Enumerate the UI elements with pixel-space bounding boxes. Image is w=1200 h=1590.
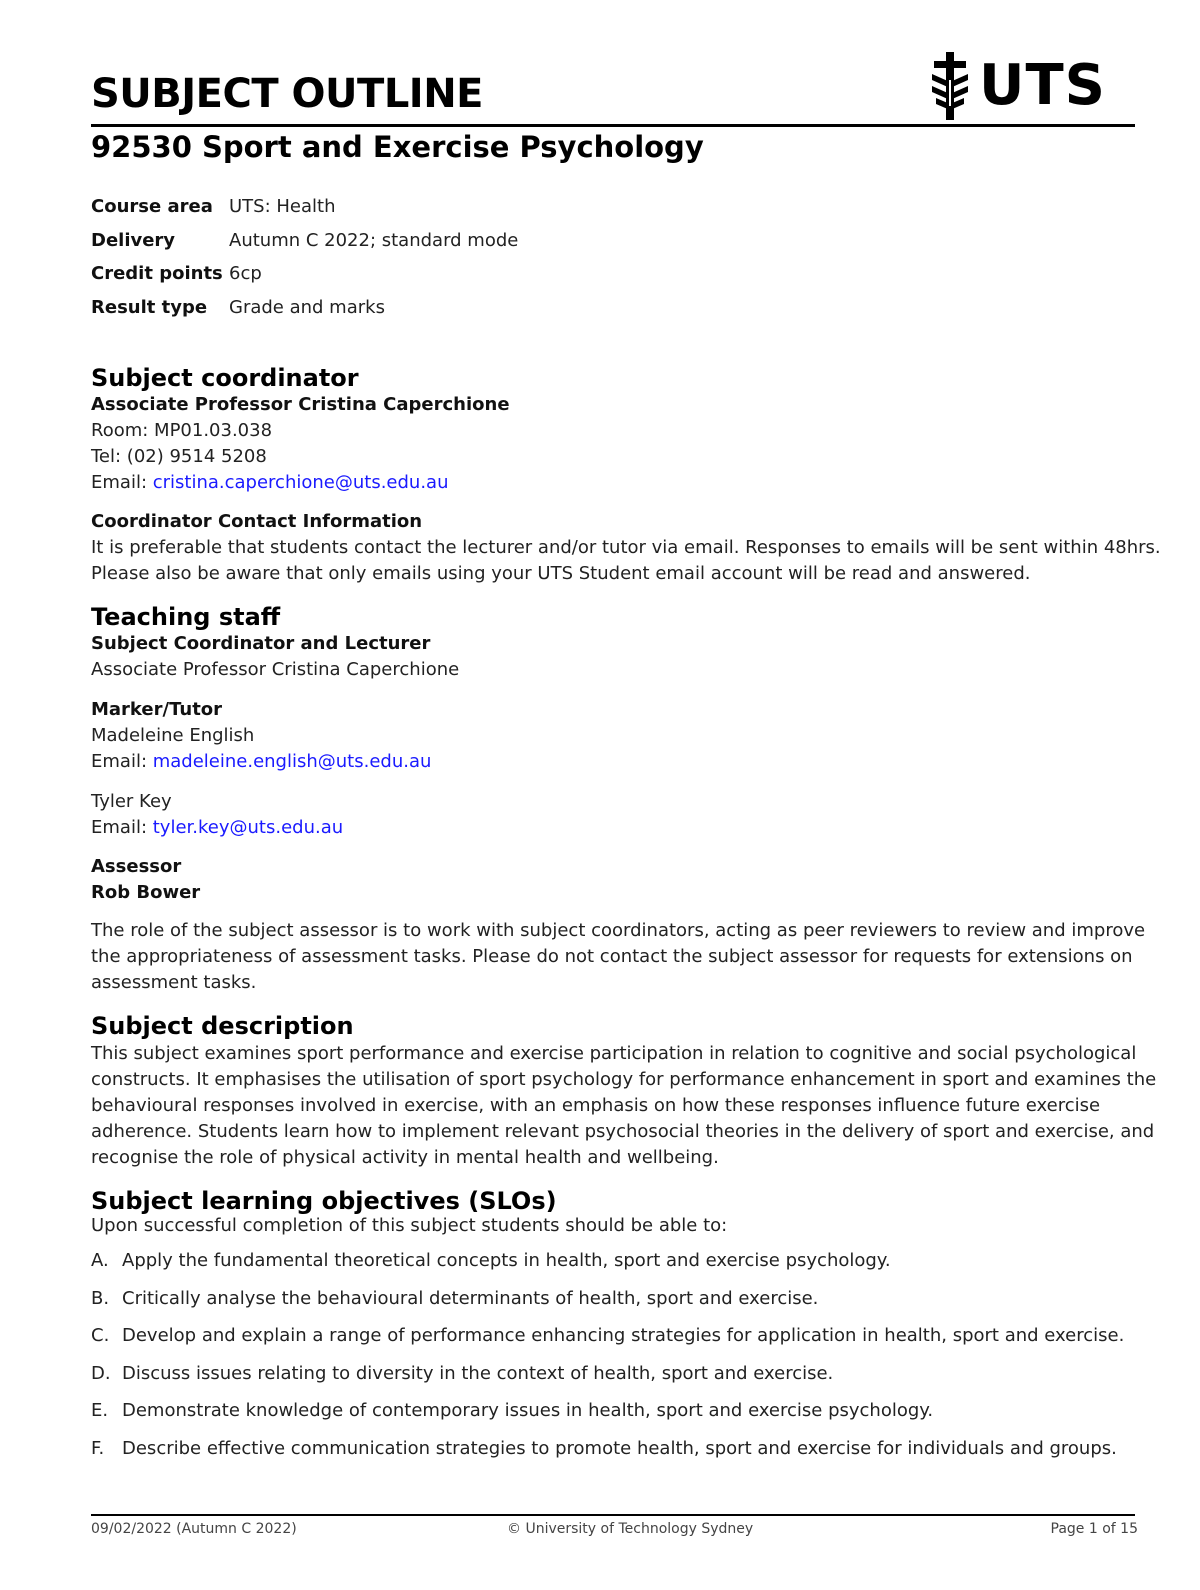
objective-letter: C. — [91, 1325, 110, 1346]
objective-item — [91, 1324, 1124, 1348]
coordinator-email-line — [91, 471, 449, 495]
objective-item — [91, 1437, 1117, 1461]
objective-item — [91, 1287, 818, 1311]
tutor-name-tyler: Tyler Key — [91, 791, 172, 812]
objectives-intro: Upon successful completion of this subject students should be able to: — [91, 1215, 728, 1236]
tutor-name-madeleine: Madeleine English — [91, 725, 255, 746]
coordinator-heading: Subject coordinator — [91, 364, 359, 392]
marker-tutor-role: Marker/Tutor — [91, 699, 223, 720]
result-type-label: Result type — [91, 297, 208, 318]
objective-letter: E. — [91, 1400, 109, 1421]
email-label: Email: — [91, 472, 153, 493]
assessor-text-1: The role of the subject assessor is to work with subject coordinators, acting as peer reviewers to review and improve — [91, 920, 1146, 941]
result-type-value: Grade and marks — [229, 297, 385, 318]
objective-text: Apply the fundamental theoretical concepts in health, sport and exercise psychology. — [122, 1250, 891, 1271]
delivery-value: Autumn C 2022; standard mode — [229, 230, 519, 251]
description-text-3: behavioural responses involved in exercise, with an emphasis on how these responses influence future exercise — [91, 1095, 1101, 1116]
objective-text: Demonstrate knowledge of contemporary issues in health, sport and exercise psychology. — [122, 1400, 934, 1421]
tutor-email-link-madeleine[interactable]: madeleine.english@uts.edu.au — [152, 751, 432, 772]
objectives-heading: Subject learning objectives (SLOs) — [91, 1187, 557, 1215]
assessor-text-3: assessment tasks. — [91, 972, 257, 993]
objective-letter: B. — [91, 1288, 110, 1309]
uts-crest-icon — [928, 52, 972, 120]
description-text-4: adherence. Students learn how to implement relevant psychosocial theories in the delivery of sport and exercise, and — [91, 1121, 1155, 1142]
objective-text: Develop and explain a range of performance enhancing strategies for application in health, sport and exercise. — [122, 1325, 1125, 1346]
coordinator-lecturer-name: Associate Professor Cristina Caperchione — [91, 659, 460, 680]
course-area-value: UTS: Health — [229, 196, 336, 217]
credit-points-label: Credit points — [91, 263, 223, 284]
footer-divider — [91, 1514, 1135, 1516]
course-area-label: Course area — [91, 196, 213, 217]
assessor-label: Assessor — [91, 856, 182, 877]
tutor-email-line-madeleine — [91, 750, 431, 774]
coordinator-tel: Tel: (02) 9514 5208 — [91, 446, 267, 467]
header-divider — [91, 124, 1135, 127]
tutor-email-link-tyler[interactable]: tyler.key@uts.edu.au — [152, 817, 344, 838]
objective-item — [91, 1399, 933, 1423]
objective-text: Critically analyse the behavioural determinants of health, sport and exercise. — [122, 1288, 819, 1309]
footer-page-number: Page 1 of 15 — [1050, 1521, 1138, 1537]
description-text-1: This subject examines sport performance and exercise participation in relation to cognitive and social psychological — [91, 1043, 1137, 1064]
teaching-staff-heading: Teaching staff — [91, 603, 281, 631]
uts-logo-text: UTS — [979, 53, 1107, 118]
coordinator-lecturer-role: Subject Coordinator and Lecturer — [91, 633, 431, 654]
footer-copyright: © University of Technology Sydney — [507, 1521, 754, 1537]
coordinator-name: Associate Professor Cristina Caperchione — [91, 394, 510, 415]
footer-date: 09/02/2022 (Autumn C 2022) — [91, 1521, 297, 1537]
objective-letter: A. — [91, 1250, 109, 1271]
assessor-text-2: the appropriateness of assessment tasks. Please do not contact the subject assessor for requests for extensions on — [91, 946, 1133, 967]
description-text-5: recognise the role of physical activity in mental health and wellbeing. — [91, 1147, 719, 1168]
description-heading: Subject description — [91, 1012, 354, 1040]
contact-info-heading: Coordinator Contact Information — [91, 511, 423, 532]
contact-info-text-1: It is preferable that students contact the lecturer and/or tutor via email. Responses to emails will be sent within 48hrs. — [91, 537, 1161, 558]
objective-text: Describe effective communication strategies to promote health, sport and exercise for individuals and groups. — [122, 1438, 1117, 1459]
document-title: SUBJECT OUTLINE — [91, 71, 483, 117]
objective-item — [91, 1249, 891, 1273]
coordinator-email-link[interactable]: cristina.caperchione@uts.edu.au — [152, 472, 449, 493]
objective-item — [91, 1362, 833, 1386]
delivery-label: Delivery — [91, 230, 176, 251]
description-text-2: constructs. It emphasises the utilisation of sport psychology for performance enhancement in sport and examines the — [91, 1069, 1157, 1090]
objective-letter: F. — [91, 1438, 105, 1459]
credit-points-value: 6cp — [229, 263, 262, 284]
subject-title: 92530 Sport and Exercise Psychology — [91, 130, 704, 164]
tutor-email-line-tyler — [91, 816, 343, 840]
email-label: Email: — [91, 751, 153, 772]
contact-info-text-2: Please also be aware that only emails using your UTS Student email account will be read and answered. — [91, 563, 1031, 584]
email-label: Email: — [91, 817, 153, 838]
coordinator-room: Room: MP01.03.038 — [91, 420, 273, 441]
objective-letter: D. — [91, 1363, 111, 1384]
objective-text: Discuss issues relating to diversity in the context of health, sport and exercise. — [122, 1363, 834, 1384]
assessor-name: Rob Bower — [91, 882, 201, 903]
